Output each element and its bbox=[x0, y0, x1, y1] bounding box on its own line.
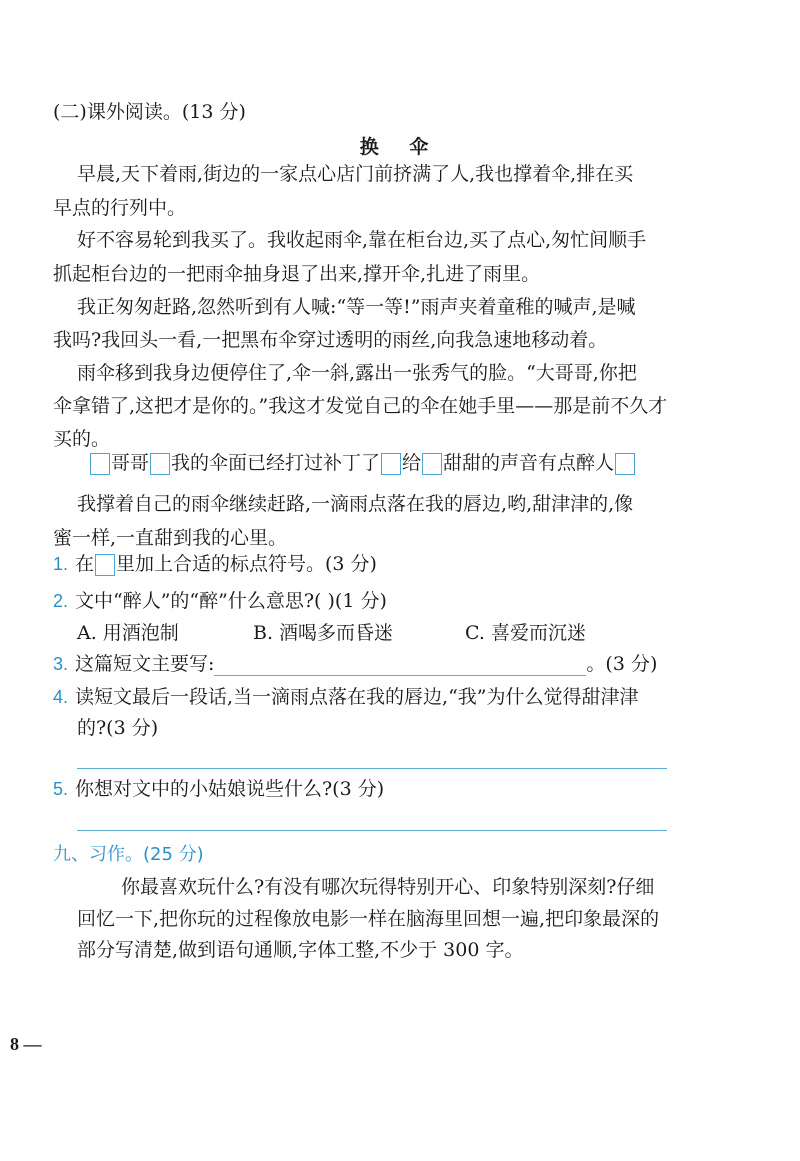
section-9-header: 九、习作。(25 分) bbox=[53, 844, 204, 865]
fill-blank-sentence: 哥哥 我的伞面已经打过补丁了 给 甜甜的声音有点醉人 bbox=[89, 451, 636, 475]
punctuation-box[interactable] bbox=[150, 453, 170, 475]
option-a[interactable]: A. 用酒泡制 bbox=[77, 622, 179, 644]
question-number: 4. bbox=[53, 687, 69, 707]
answer-blank[interactable] bbox=[214, 655, 586, 676]
paragraph-line: 早晨,天下着雨,街边的一家点心店门前挤满了人,我也撑着伞,排在买 bbox=[77, 163, 634, 185]
paragraph-line: 抓起柜台边的一把雨伞抽身退了出来,撑开伞,扎进了雨里。 bbox=[53, 263, 541, 285]
question-number: 3. bbox=[53, 654, 69, 674]
question-number: 5. bbox=[53, 779, 69, 799]
punctuation-box[interactable] bbox=[422, 453, 442, 475]
question-3: 3. 这篇短文主要写: 。(3 分) bbox=[53, 653, 658, 675]
question-number: 2. bbox=[53, 591, 69, 611]
paragraph-line: 我撑着自己的雨伞继续赶路,一滴雨点落在我的唇边,哟,甜津津的,像 bbox=[77, 493, 634, 515]
punctuation-box[interactable] bbox=[90, 453, 110, 475]
option-c[interactable]: C. 喜爱而沉迷 bbox=[465, 622, 586, 644]
paragraph-line: 雨伞移到我身边便停住了,伞一斜,露出一张秀气的脸。“大哥哥,你把 bbox=[77, 362, 637, 384]
paragraph-line: 好不容易轮到我买了。我收起雨伞,靠在柜台边,买了点心,匆忙间顺手 bbox=[77, 229, 647, 251]
section-header: (二)课外阅读。(13 分) bbox=[53, 101, 246, 123]
story-title: 换 伞 bbox=[359, 136, 441, 158]
paragraph-line: 早点的行列中。 bbox=[53, 197, 187, 219]
question-1: 1. 在 里加上合适的标点符号。(3 分) bbox=[53, 553, 377, 575]
paragraph-line: 我吗?我回头一看,一把黑布伞穿过透明的雨丝,向我急速地移动着。 bbox=[53, 329, 608, 351]
paragraph-line: 伞拿错了,这把才是你的。”我这才发觉自己的伞在她手里——那是前不久才 bbox=[53, 395, 668, 417]
paragraph-line: 买的。 bbox=[53, 428, 111, 450]
question-2: 2. 文中“醉人”的“醉”什么意思?( )(1 分) bbox=[53, 590, 387, 612]
punctuation-box[interactable] bbox=[615, 453, 635, 475]
paragraph-line: 我正匆匆赶路,忽然听到有人喊:“等一等!”雨声夹着童稚的喊声,是喊 bbox=[77, 296, 636, 318]
answer-line[interactable] bbox=[77, 768, 667, 769]
option-b[interactable]: B. 酒喝多而昏迷 bbox=[253, 622, 394, 644]
paragraph-line: 蜜一样,一直甜到我的心里。 bbox=[53, 527, 288, 549]
answer-line[interactable] bbox=[77, 830, 667, 831]
page-number: 8 — bbox=[10, 1034, 42, 1054]
question-number: 1. bbox=[53, 554, 69, 574]
question-5: 5. 你想对文中的小姑娘说些什么?(3 分) bbox=[53, 778, 385, 800]
question-4-continued: 的?(3 分) bbox=[77, 717, 159, 739]
section-9-line: 你最喜欢玩什么?有没有哪次玩得特别开心、印象特别深刻?仔细 bbox=[121, 876, 655, 898]
punctuation-box-example bbox=[95, 554, 115, 576]
question-4: 4. 读短文最后一段话,当一滴雨点落在我的唇边,“我”为什么觉得甜津津 bbox=[53, 686, 639, 708]
section-9-line: 部分写清楚,做到语句通顺,字体工整,不少于 300 字。 bbox=[77, 939, 524, 961]
section-9-line: 回忆一下,把你玩的过程像放电影一样在脑海里回想一遍,把印象最深的 bbox=[77, 908, 660, 930]
punctuation-box[interactable] bbox=[381, 453, 401, 475]
